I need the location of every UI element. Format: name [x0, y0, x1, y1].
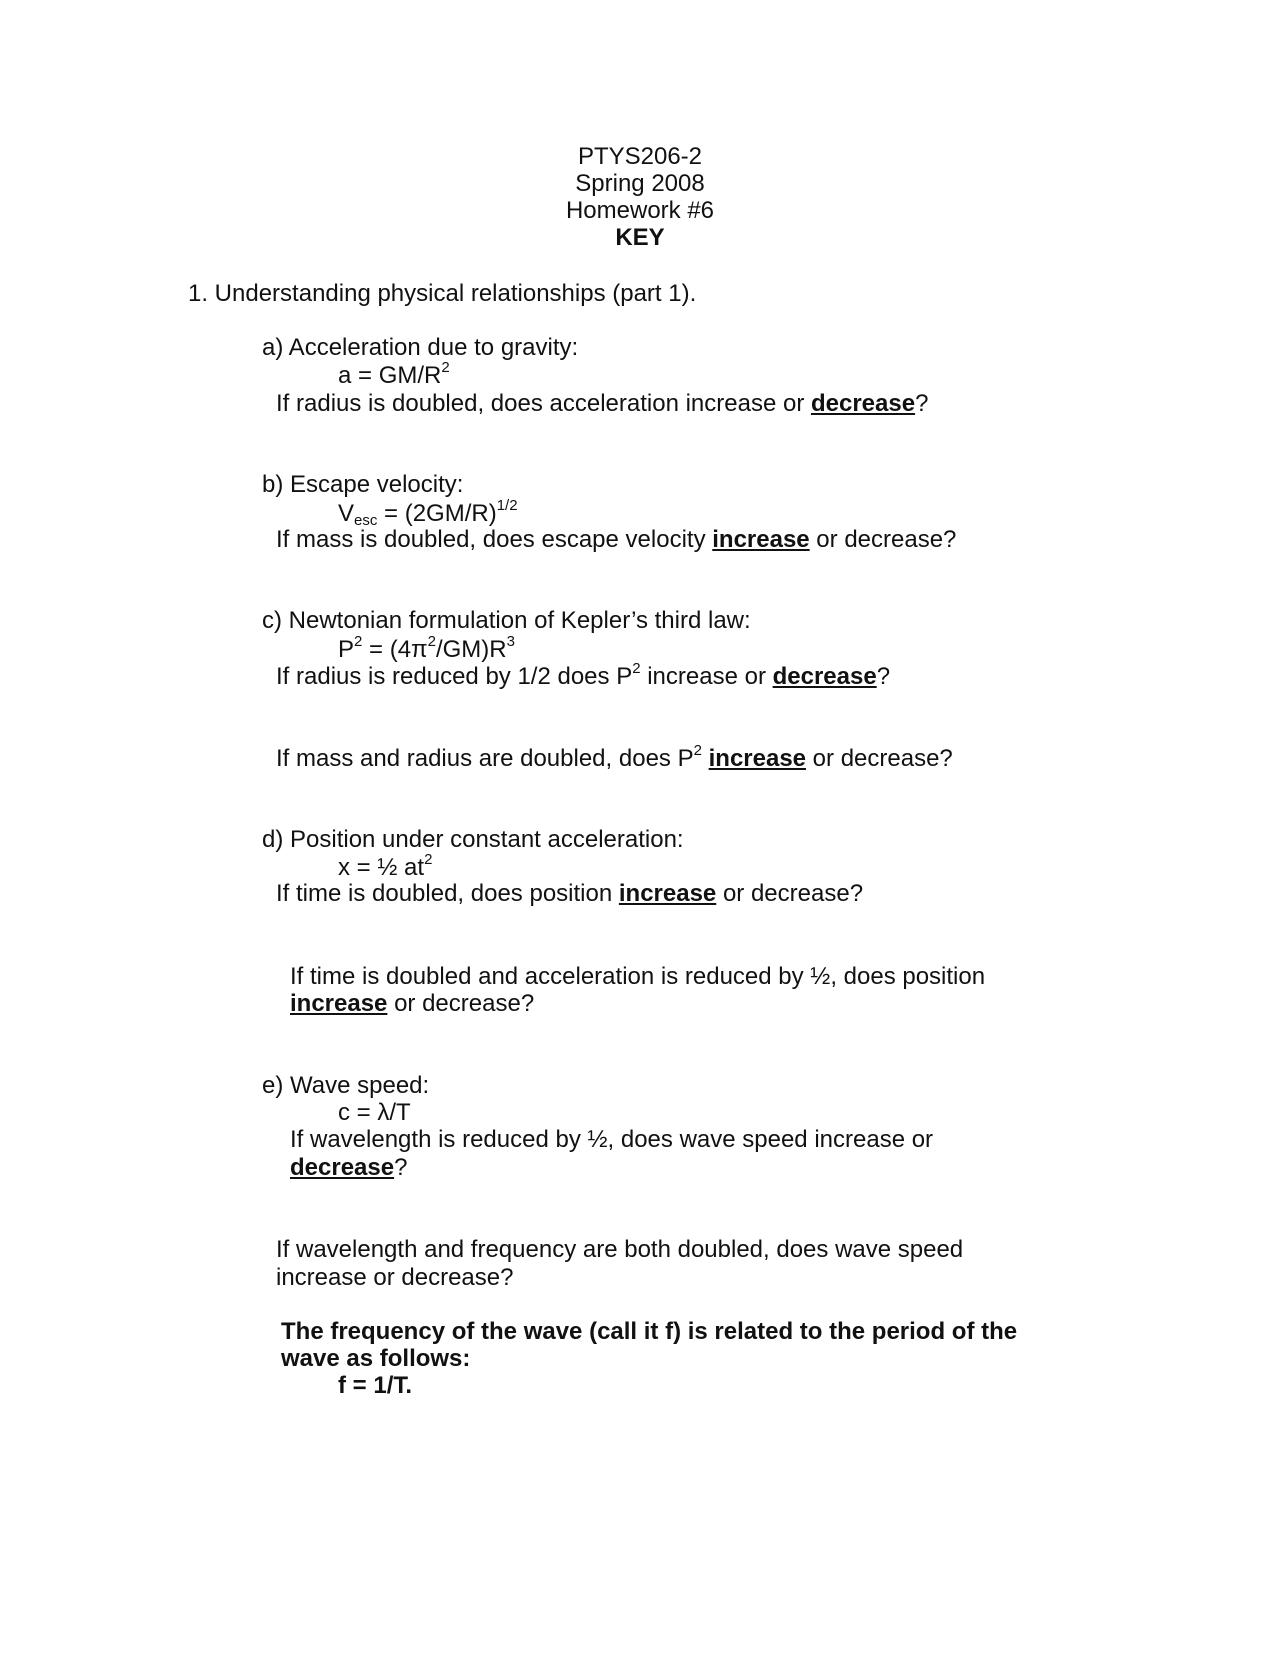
part-e-question-1-line1: If wavelength is reduced by ½, does wave speed increase or	[290, 1126, 934, 1153]
part-e-answer-1: decrease	[290, 1154, 395, 1181]
part-e-question-2-line2: increase or decrease?	[276, 1264, 514, 1291]
part-c-heading: c) Newtonian formulation of Kepler’s third law:	[262, 607, 751, 634]
part-d-question-2-line1: If time is doubled and acceleration is reduced by ½, does position	[290, 963, 986, 990]
key-label: KEY	[615, 224, 665, 251]
term: Spring 2008	[575, 170, 705, 197]
course-code: PTYS206-2	[577, 143, 703, 170]
part-e-question-2-line1: If wavelength and frequency are both doubled, does wave speed	[276, 1236, 964, 1263]
part-e-heading: e) Wave speed:	[262, 1072, 430, 1099]
part-e-formula: c = λ/T	[338, 1099, 411, 1126]
part-c-formula: $P^2 = (4\pi^2/GM)R^3$	[338, 633, 515, 663]
part-b-question: If mass is doubled, does escape velocity increase or decrease?	[276, 526, 957, 553]
part-b-heading: b) Escape velocity:	[262, 471, 464, 498]
part-d-answer-2: increase	[290, 990, 388, 1017]
part-c-answer-2: increase	[708, 745, 807, 772]
part-d-question-2-line2: increase or decrease?	[290, 990, 535, 1017]
note-line-2: wave as follows:	[281, 1345, 471, 1372]
part-d-heading: d) Position under constant acceleration:	[262, 826, 684, 853]
part-a-answer: decrease	[810, 390, 916, 417]
note-formula: f = 1/T.	[338, 1372, 413, 1399]
part-d-answer-1: increase	[618, 880, 717, 907]
part-e-question-1-line2: decrease?	[290, 1154, 408, 1181]
part-a-question: If radius is doubled, does acceleration increase or decrease?	[276, 390, 929, 417]
part-c-question-1: If radius is reduced by 1/2 does $P^2$ increase or decrease?	[276, 660, 891, 690]
assignment-title: Homework #6	[565, 197, 715, 224]
part-a-formula: $a = GM/R^2$	[338, 359, 450, 389]
part-b-answer: increase	[712, 526, 810, 553]
note-line-1: The frequency of the wave (call it f) is related to the period of the	[281, 1318, 1018, 1345]
part-c-question-2: If mass and radius are doubled, does $P^2$ increase or decrease?	[276, 742, 953, 772]
part-d-formula: x = ½ $at^2$	[338, 851, 433, 881]
question-title: 1. Understanding physical relationships (part 1).	[188, 280, 697, 307]
part-d-question-1: If time is doubled, does position increase or decrease?	[276, 880, 864, 907]
part-c-answer-1: decrease	[772, 663, 877, 690]
part-b-formula: $V_{esc} = (2GM/R)^{1/2}$	[338, 497, 518, 529]
part-a-heading: a) Acceleration due to gravity:	[262, 334, 579, 361]
